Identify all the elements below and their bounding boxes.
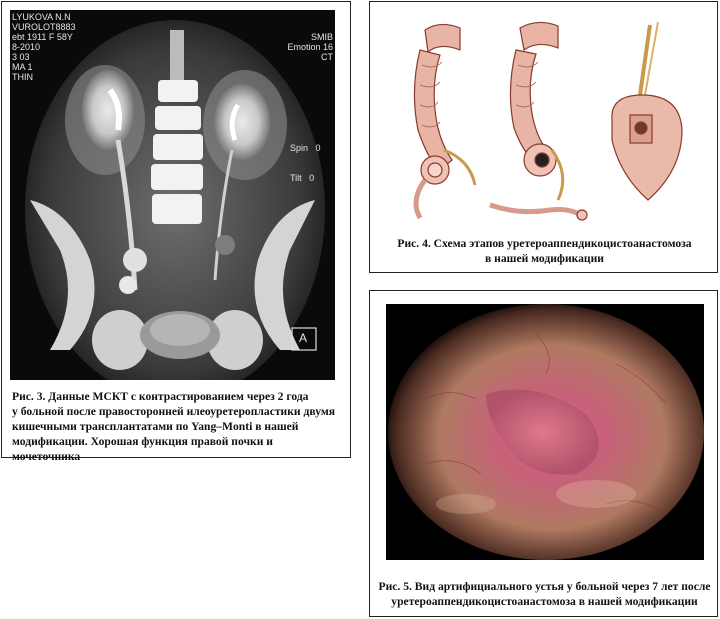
endoscopy-drawing xyxy=(386,304,704,560)
stage-2-drawing xyxy=(490,22,587,220)
caption-line: модификации. Хорошая функция правой почки и мочеточника xyxy=(12,435,273,463)
ct-overlay-line: Tilt 0 xyxy=(290,173,315,183)
stage-3-drawing xyxy=(612,22,682,200)
ct-overlay-line: 3 03 xyxy=(12,52,30,62)
figure-4-panel xyxy=(369,1,718,273)
caption-line: у больной после правосторонней илеоуретеропластики двумя xyxy=(12,405,336,418)
ct-overlay-line: LYUKOVA N.N xyxy=(12,12,71,22)
figure-3-caption xyxy=(12,389,342,464)
figure-5-panel xyxy=(369,290,718,617)
ct-overlay-scanner-info xyxy=(287,32,333,62)
caption-line: в нашей модификации xyxy=(485,252,604,265)
figure-4-caption xyxy=(370,236,719,266)
ct-overlay-line: ebt 1911 F 58Y xyxy=(12,32,73,42)
ct-overlay-line: SMIB xyxy=(310,32,333,42)
ct-scan-image xyxy=(10,10,335,380)
ct-overlay-patient-info xyxy=(12,12,76,82)
caption-line: Рис. 3. Данные МСКТ с контрастированием через 2 года xyxy=(12,390,309,403)
endoscopy-image xyxy=(386,304,704,560)
stage-1-drawing xyxy=(414,24,475,218)
ct-overlay-line: MA 1 xyxy=(12,62,33,72)
schema-illustration xyxy=(380,10,710,228)
caption-line: уретероаппендикоцистоанастомоза в нашей модификации xyxy=(391,595,698,608)
ct-overlay-line: THIN xyxy=(12,72,33,82)
figure-3-panel xyxy=(1,1,351,463)
caption-line: Рис. 4. Схема этапов уретероаппендикоцистоанастомоза xyxy=(397,237,692,250)
caption-line: Рис. 5. Вид артифициального устья у больной через 7 лет после xyxy=(378,580,711,593)
ct-overlay-line: VUROLOT8883 xyxy=(12,22,76,32)
figure-5-caption xyxy=(370,579,719,609)
ct-overlay-spin-tilt xyxy=(290,123,321,203)
ct-overlay-line: CT xyxy=(321,52,333,62)
ct-overlay-line: Spin 0 xyxy=(290,143,321,153)
ct-overlay-line: 8-2010 xyxy=(12,42,41,52)
schema-drawing xyxy=(380,10,710,228)
ct-overlay-marker: A xyxy=(299,331,308,345)
ct-overlay-line: Emotion 16 xyxy=(287,42,333,52)
caption-line: кишечными трансплантатами по Yang–Monti в нашей xyxy=(12,420,299,433)
